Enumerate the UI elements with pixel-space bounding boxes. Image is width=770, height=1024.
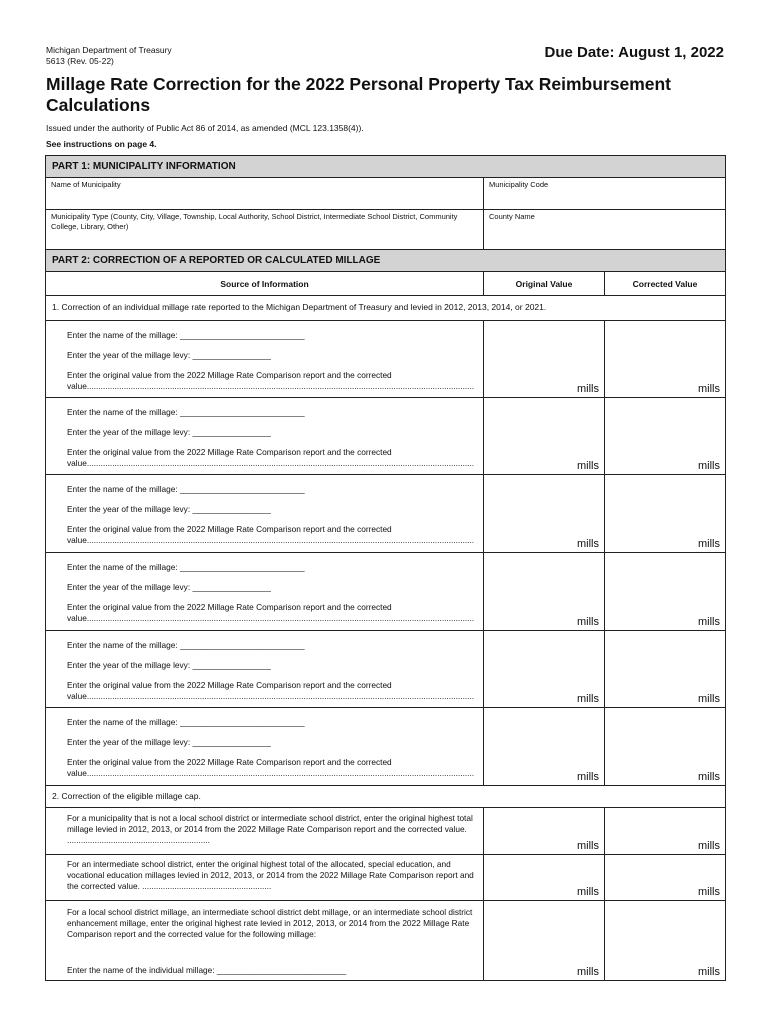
due-date: Due Date: August 1, 2022 xyxy=(544,44,724,61)
millage-year-prompt[interactable]: Enter the year of the millage levy: _________________ xyxy=(67,737,271,747)
corrected-unit: mills xyxy=(698,771,720,783)
original-value-field[interactable] xyxy=(484,321,605,397)
original-unit: mills xyxy=(577,616,599,628)
corrected-unit: mills xyxy=(698,538,720,550)
corrected-unit: mills xyxy=(698,966,720,978)
municipality-code-label: Municipality Code xyxy=(489,180,549,189)
column-headers xyxy=(46,272,725,296)
column-source: Source of Information xyxy=(46,272,484,295)
part1-heading: PART 1: MUNICIPALITY INFORMATION xyxy=(46,156,725,178)
millage-year-prompt[interactable]: Enter the year of the millage levy: _________________ xyxy=(67,427,271,437)
corrected-unit: mills xyxy=(698,886,720,898)
millage-block-source xyxy=(46,631,484,707)
millage-block-6 xyxy=(46,708,725,786)
millage-block-2 xyxy=(46,398,725,475)
corrected-unit: mills xyxy=(698,693,720,705)
value-prompt-leader: value........................................................................................................................................................................ xyxy=(67,768,475,778)
millage-name-prompt[interactable]: Enter the name of the millage: ___________________________ xyxy=(67,640,305,650)
corrected-unit: mills xyxy=(698,383,720,395)
corrected-value-field[interactable] xyxy=(605,398,725,474)
value-prompt: Enter the original value from the 2022 Millage Rate Comparison report and the corrected xyxy=(67,524,392,534)
corrected-value-field[interactable] xyxy=(605,321,725,397)
value-prompt-leader: value........................................................................................................................................................................ xyxy=(67,613,475,623)
millage-block-source xyxy=(46,321,484,397)
value-prompt-leader: value........................................................................................................................................................................ xyxy=(67,535,475,545)
cap-block-c xyxy=(46,901,725,980)
county-name-label: County Name xyxy=(489,212,535,221)
millage-name-prompt[interactable]: Enter the name of the millage: ___________________________ xyxy=(67,330,305,340)
millage-year-prompt[interactable]: Enter the year of the millage levy: _________________ xyxy=(67,350,271,360)
original-unit: mills xyxy=(577,886,599,898)
original-value-field[interactable] xyxy=(484,398,605,474)
corrected-value-field[interactable] xyxy=(605,475,725,552)
millage-name-prompt[interactable]: Enter the name of the millage: ___________________________ xyxy=(67,484,305,494)
original-unit: mills xyxy=(577,966,599,978)
item1-heading: 1. Correction of an individual millage rate reported to the Michigan Department of Treasury and levied in 2012, 2013, 2014, or 2021. xyxy=(46,296,725,321)
millage-name-prompt[interactable]: Enter the name of the millage: ___________________________ xyxy=(67,717,305,727)
original-value-field[interactable] xyxy=(484,631,605,707)
cap-c-text: For a local school district millage, an intermediate school district debt millage, or an intermediate school district enhancement millage, enter the original highest rate levied in 2012, 2013, or 2014 from the 2022 Millage Rate Comparison report and the corrected value for the following millage: xyxy=(67,907,473,939)
original-value-field[interactable] xyxy=(484,901,605,980)
original-unit: mills xyxy=(577,538,599,550)
value-prompt: Enter the original value from the 2022 Millage Rate Comparison report and the corrected xyxy=(67,757,392,767)
original-value-field[interactable] xyxy=(484,475,605,552)
cap-block-a xyxy=(46,808,725,855)
value-prompt: Enter the original value from the 2022 Millage Rate Comparison report and the corrected xyxy=(67,447,392,457)
corrected-value-field[interactable] xyxy=(605,808,725,854)
millage-block-source xyxy=(46,475,484,552)
original-value-field[interactable] xyxy=(484,808,605,854)
form-title: Millage Rate Correction for the 2022 Personal Property Tax Reimbursement Calculations xyxy=(46,74,672,115)
value-prompt-leader: value........................................................................................................................................................................ xyxy=(67,458,475,468)
millage-year-prompt[interactable]: Enter the year of the millage levy: _________________ xyxy=(67,504,271,514)
original-value-field[interactable] xyxy=(484,855,605,900)
cap-b-text: For an intermediate school district, enter the original highest total of the allocated, special education, and vocational education millages levied in 2012, 2013, or 2014 from the 2022 Millage Rate Comparison report and the corrected value. ........................................................ xyxy=(67,859,474,891)
municipality-name-row xyxy=(46,178,725,210)
value-prompt: Enter the original value from the 2022 Millage Rate Comparison report and the corrected xyxy=(67,370,392,380)
original-unit: mills xyxy=(577,383,599,395)
form-number: 5613 (Rev. 05-22) xyxy=(46,56,114,66)
municipality-name-field[interactable] xyxy=(46,178,484,209)
corrected-unit: mills xyxy=(698,460,720,472)
department-name: Michigan Department of Treasury xyxy=(46,45,172,55)
municipality-type-label: Municipality Type (County, City, Village, Township, Local Authority, School District, Intermediate School District, Community College, Library, Other) xyxy=(51,212,458,231)
cap-block-source xyxy=(46,855,484,900)
value-prompt: Enter the original value from the 2022 Millage Rate Comparison report and the corrected xyxy=(67,680,392,690)
cap-block-source xyxy=(46,901,484,980)
millage-block-source xyxy=(46,708,484,785)
value-prompt: Enter the original value from the 2022 Millage Rate Comparison report and the corrected xyxy=(67,602,392,612)
millage-block-1 xyxy=(46,321,725,398)
see-instructions: See instructions on page 4. xyxy=(46,139,157,149)
cap-block-source xyxy=(46,808,484,854)
cap-a-text: For a municipality that is not a local school district or intermediate school district, enter the original highest total millage levied in 2012, 2013, or 2014 from the 2022 Millage Rate Comparison report and the corrected value. .............................................................. xyxy=(67,813,473,845)
original-value-field[interactable] xyxy=(484,553,605,630)
item2-heading: 2. Correction of the eligible millage cap. xyxy=(46,786,725,808)
millage-block-5 xyxy=(46,631,725,708)
millage-year-prompt[interactable]: Enter the year of the millage levy: _________________ xyxy=(67,660,271,670)
corrected-value-field[interactable] xyxy=(605,631,725,707)
part2-heading: PART 2: CORRECTION OF A REPORTED OR CALCULATED MILLAGE xyxy=(46,250,725,272)
original-value-field[interactable] xyxy=(484,708,605,785)
cap-block-b xyxy=(46,855,725,901)
original-unit: mills xyxy=(577,840,599,852)
corrected-value-field[interactable] xyxy=(605,708,725,785)
municipality-name-label: Name of Municipality xyxy=(51,180,121,189)
millage-year-prompt[interactable]: Enter the year of the millage levy: _________________ xyxy=(67,582,271,592)
column-corrected: Corrected Value xyxy=(632,279,698,289)
county-name-field[interactable] xyxy=(484,210,725,249)
column-original: Original Value xyxy=(484,272,605,295)
millage-block-source xyxy=(46,398,484,474)
corrected-value-field[interactable] xyxy=(605,553,725,630)
original-unit: mills xyxy=(577,460,599,472)
municipality-type-row xyxy=(46,210,725,250)
value-prompt-leader: value........................................................................................................................................................................ xyxy=(67,691,475,701)
form-identifier xyxy=(46,45,172,67)
form-table xyxy=(45,155,726,981)
municipality-code-field[interactable] xyxy=(484,178,725,209)
corrected-value-field[interactable] xyxy=(605,901,725,980)
millage-block-3 xyxy=(46,475,725,553)
corrected-unit: mills xyxy=(698,840,720,852)
value-prompt-leader: value........................................................................................................................................................................ xyxy=(67,381,475,391)
millage-block-source xyxy=(46,553,484,630)
millage-block-4 xyxy=(46,553,725,631)
millage-name-prompt[interactable]: Enter the name of the millage: ___________________________ xyxy=(67,407,305,417)
corrected-value-field[interactable] xyxy=(605,855,725,900)
individual-millage-name-prompt[interactable]: Enter the name of the individual millage: ____________________________ xyxy=(67,965,347,975)
millage-name-prompt[interactable]: Enter the name of the millage: ___________________________ xyxy=(67,562,305,572)
original-unit: mills xyxy=(577,693,599,705)
issued-authority: Issued under the authority of Public Act 86 of 2014, as amended (MCL 123.1358(4)). xyxy=(46,123,364,133)
corrected-unit: mills xyxy=(698,616,720,628)
municipality-type-field[interactable] xyxy=(46,210,484,249)
original-unit: mills xyxy=(577,771,599,783)
